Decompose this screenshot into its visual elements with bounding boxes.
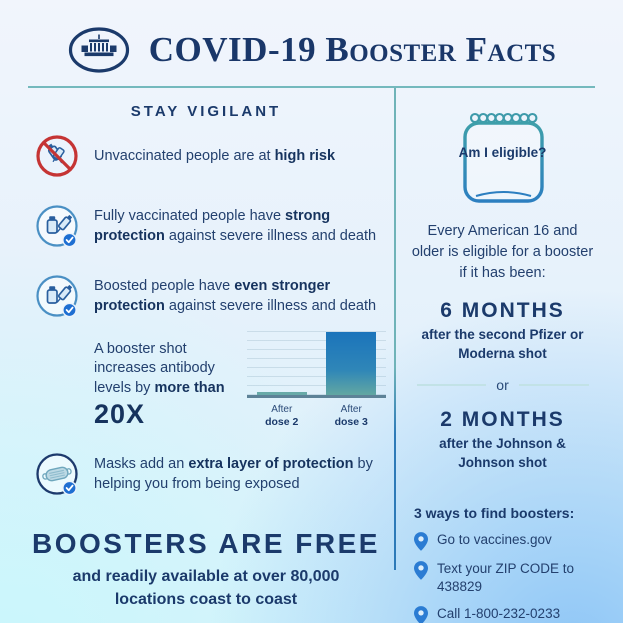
column-divider [394, 88, 396, 570]
map-pin-icon [414, 532, 428, 551]
booster-way-call[interactable] [414, 605, 597, 623]
or-divider [417, 377, 589, 393]
left-column [26, 88, 386, 608]
booster-way-text-zip[interactable] [414, 560, 597, 596]
page-title: COVID-19 Booster Facts [148, 30, 557, 69]
content-columns [0, 88, 623, 622]
find-boosters-title: 3 ways to find boosters: [414, 504, 575, 521]
fact-text: Masks add an extra layer of protection by helping you from being exposed [94, 455, 373, 492]
chart-x-labels [247, 403, 386, 430]
option-2-months: 2 MONTHS [440, 407, 565, 431]
map-pin-icon [414, 561, 428, 580]
boosters-free-section [26, 528, 386, 611]
fact-row-masks [26, 446, 386, 502]
bar-after-dose-2 [257, 392, 307, 395]
bar-after-dose-3 [326, 332, 376, 395]
fact-text: Fully vaccinated people have strong protection against severe illness and death [94, 208, 377, 244]
option-6-months: 6 MONTHS [440, 299, 565, 323]
booster-way-label[interactable]: Text your ZIP CODE to 438829 [437, 560, 575, 594]
or-line-right [519, 384, 589, 386]
x-label-dose-3: After dose 3 [334, 404, 368, 428]
calendar-label: Am I eligible? [458, 145, 547, 160]
vaccine-check-icon [34, 203, 80, 249]
booster-way-label[interactable]: Call 1-800-232-0233 [437, 606, 561, 622]
booster-way-label[interactable]: Go to vaccines.gov [437, 531, 552, 547]
right-column [408, 88, 597, 622]
eligibility-text: Every American 16 and older is eligible for a booster if it has been: [411, 223, 594, 282]
map-pin-icon [414, 606, 428, 623]
option-2-months-detail: after the Johnson & Johnson shot [439, 435, 566, 470]
boosters-free-subtitle: and readily available at over 80,000 locations coast to coast [72, 567, 340, 608]
booster-note [94, 340, 229, 429]
section-title-stay-vigilant: STAY VIGILANT [130, 103, 282, 120]
find-boosters-section [408, 505, 597, 623]
boosters-free-title: BOOSTERS ARE FREE [32, 527, 380, 559]
fact-text: Unvaccinated people are at high risk [94, 148, 336, 164]
option-6-months-detail: after the second Pfizer or Moderna shot [421, 327, 584, 361]
x-label-dose-2: After dose 2 [265, 404, 299, 428]
fact-row-vaccinated [26, 198, 386, 254]
mask-check-icon [34, 451, 80, 497]
no-vaccine-icon [34, 133, 80, 179]
antibody-bar-chart [247, 326, 386, 430]
or-line-left [417, 384, 487, 386]
booster-note-text: A booster shot increases antibody levels by more than [94, 341, 225, 396]
booster-way-vaccines-gov[interactable] [414, 531, 597, 551]
white-house-icon [67, 26, 131, 74]
vaccine-check-icon [34, 273, 80, 319]
chart-plot-area [247, 326, 386, 398]
booster-chart-block [94, 326, 386, 430]
fact-row-unvaccinated [26, 128, 386, 184]
booster-20x-label: 20X [94, 398, 146, 429]
fact-row-boosted [26, 268, 386, 324]
eligibility-calendar [458, 110, 548, 208]
header [0, 0, 623, 74]
fact-text: Boosted people have even stronger protection against severe illness and death [94, 278, 377, 314]
or-label: or [496, 376, 509, 393]
